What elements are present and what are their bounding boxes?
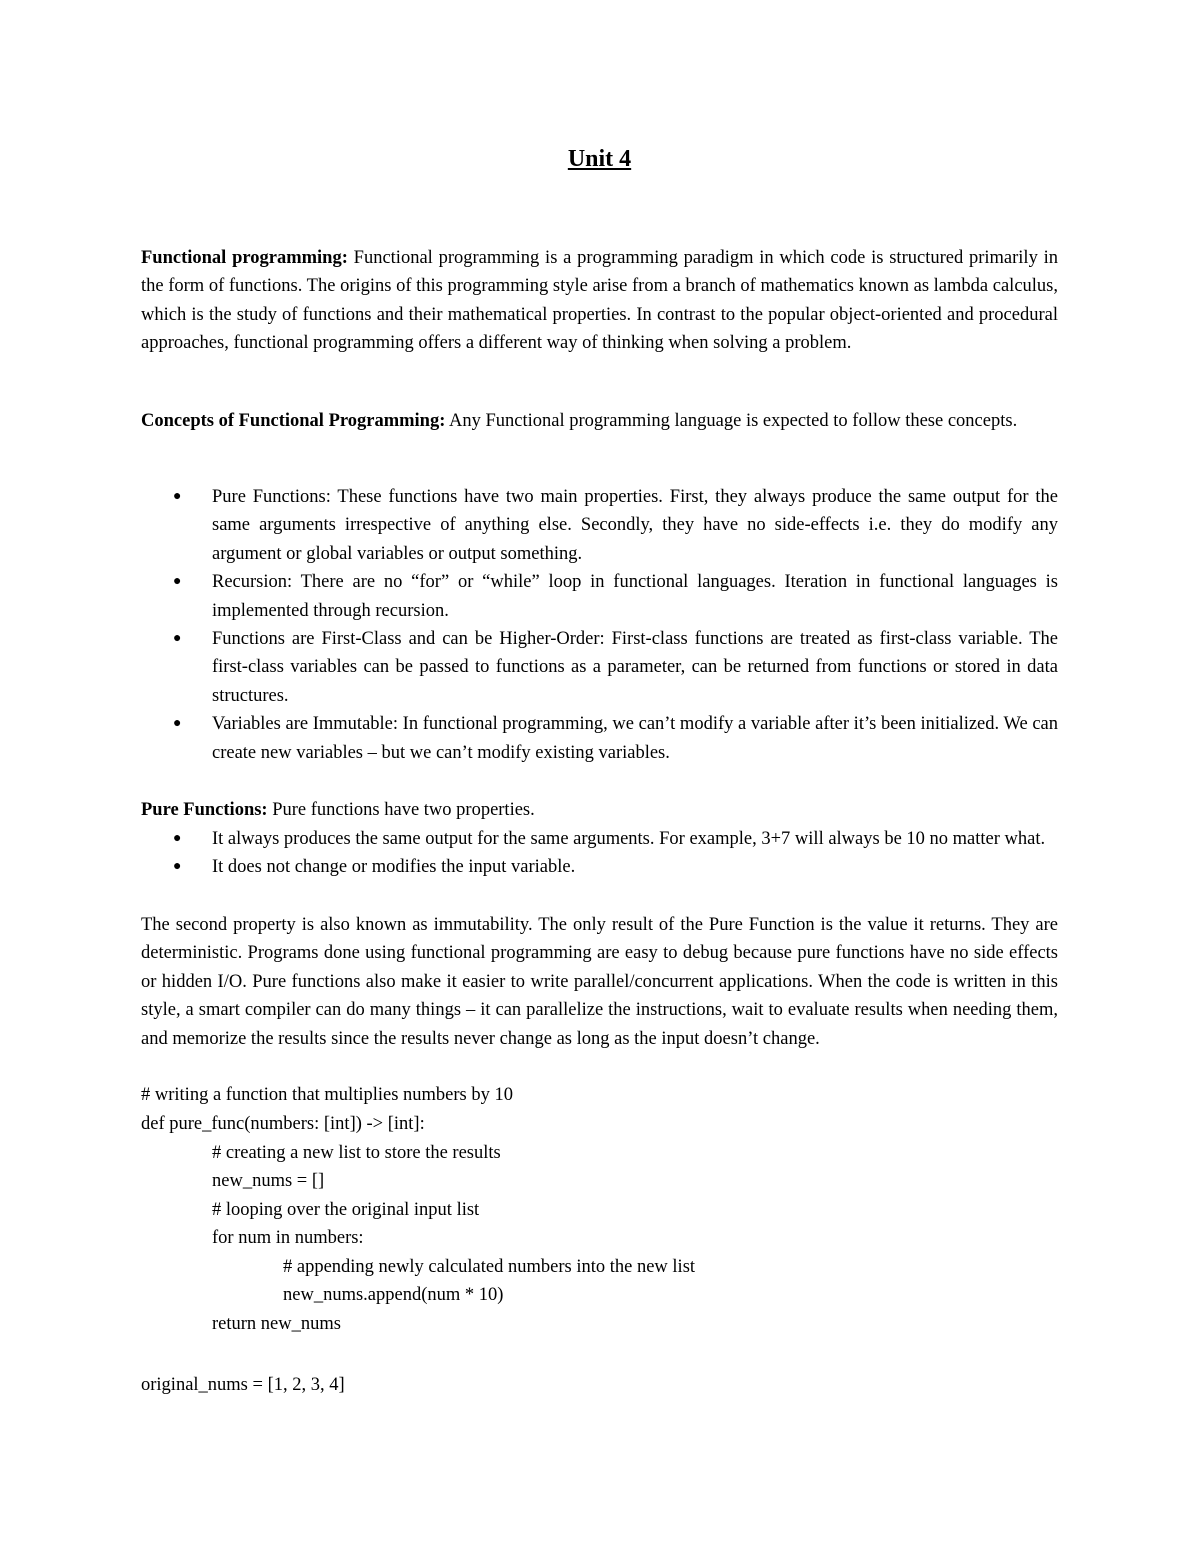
fp-label: Functional programming: xyxy=(141,248,348,268)
bullet-icon: ● xyxy=(173,716,182,732)
code-comment: # appending newly calculated numbers into the new list xyxy=(283,1257,696,1277)
pure-text: Pure functions have two properties. xyxy=(267,800,535,820)
code-line: original_nums = [1, 2, 3, 4] xyxy=(141,1375,345,1395)
bullet-icon: ● xyxy=(173,631,182,647)
concepts-text: Any Functional programming language is expected to follow these concepts. xyxy=(445,411,1018,431)
concepts-paragraph xyxy=(141,407,1058,435)
list-item: ● Functions are First-Class and can be Higher-Order: First-class functions are treated as first-class variable. The first-class variables can be passed to functions as a parameter, can be returned from functions or stored in data structures. xyxy=(141,625,1058,710)
list-item: ● It always produces the same output for the same arguments. For example, 3+7 will always be 10 no matter what. xyxy=(141,825,1058,853)
list-item: ● Recursion: There are no “for” or “while” loop in functional languages. Iteration in functional languages is implemented through recursion. xyxy=(141,568,1058,625)
bullet-icon: ● xyxy=(173,831,182,846)
page-title: Unit 4 xyxy=(567,146,632,172)
immutability-paragraph: The second property is also known as immutability. The only result of the Pure Function is the value it returns. They are deterministic. Programs done using functional programming are easy to debug because pure functions have no side effects or hidden I/O. Pure functions also make it easier to write parallel/concurrent applications. When the code is written in this style, a smart compiler can do many things – it can parallelize the instructions, wait to evaluate results when needing them, and memorize the results since the results never change as long as the input doesn’t change. xyxy=(141,915,1058,1049)
code-line: new_nums = [] xyxy=(212,1171,325,1191)
list-item: ● Pure Functions: These functions have two main properties. First, they always produce the same output for the same arguments irrespective of anything else. Secondly, they have no side-effects i.e. they do modify any argument or global variables or output something. xyxy=(141,483,1058,568)
code-line: for num in numbers: xyxy=(212,1228,364,1248)
bullet-icon: ● xyxy=(173,489,182,504)
bullet-icon: ● xyxy=(173,574,182,590)
fp-text: Functional programming is a programming paradigm in which code is structured primarily in the form of functions. The origins of this programming style arise from a branch of mathematics known as lambda calculus, which is the study of functions and their mathematical properties. In contrast to the popular object-oriented and procedural approaches, functional programming offers a different way of thinking when solving a problem. xyxy=(141,248,1058,354)
code-def-line: def pure_func(numbers: [int]) -> [int]: xyxy=(141,1114,425,1134)
fp-paragraph xyxy=(141,244,1058,358)
pure-heading-paragraph xyxy=(141,796,1058,824)
pure-list xyxy=(141,825,1058,882)
concepts-label: Concepts of Functional Programming: xyxy=(141,411,446,431)
code-comment: # writing a function that multiplies numbers by 10 xyxy=(141,1085,514,1105)
list-item: ● Variables are Immutable: In functional programming, we can’t modify a variable after it’s been initialized. We can create new variables – but we can’t modify existing variables. xyxy=(141,710,1058,767)
bullet-icon: ● xyxy=(173,859,182,875)
code-line: return new_nums xyxy=(212,1314,341,1334)
pure-label: Pure Functions: xyxy=(141,800,268,820)
concepts-list xyxy=(141,483,1058,767)
code-comment: # looping over the original input list xyxy=(212,1200,480,1220)
code-line: new_nums.append(num * 10) xyxy=(283,1285,504,1305)
code-comment: # creating a new list to store the results xyxy=(212,1143,501,1163)
list-item: ● It does not change or modifies the input variable. xyxy=(141,853,1058,881)
